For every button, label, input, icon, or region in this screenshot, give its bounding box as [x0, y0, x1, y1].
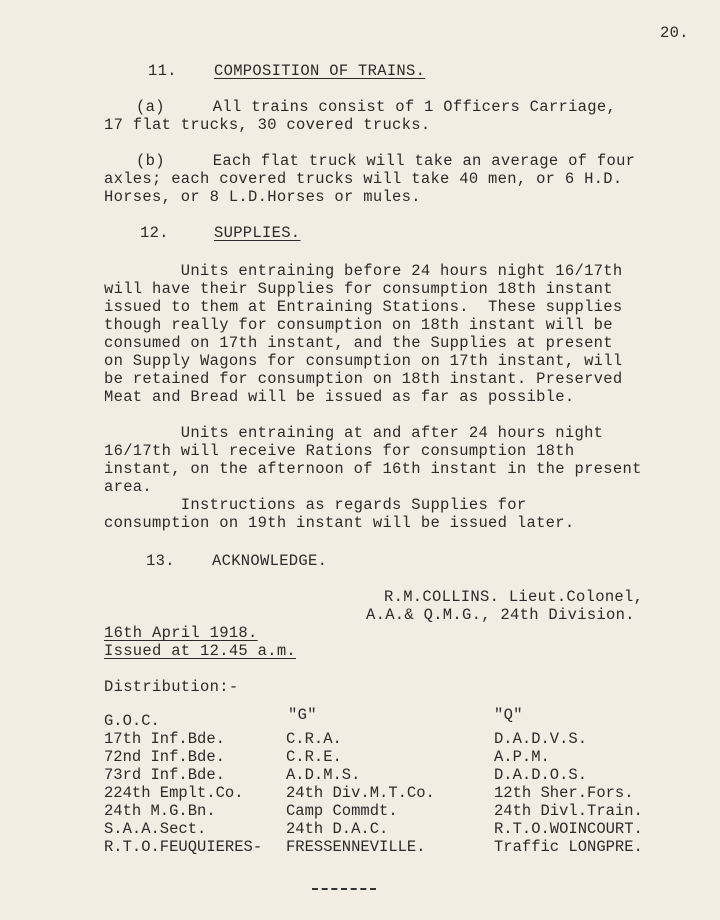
sec12-p1-line: on Supply Wagons for consumption on 17th instant, will: [104, 352, 623, 370]
sec12-p3-line: consumption on 19th instant will be issued later.: [104, 514, 575, 532]
sec11-a-line1: (a) All trains consist of 1 Officers Carriage,: [136, 98, 617, 116]
distribution-entry: G.O.C.: [104, 712, 160, 730]
sec12-p1-line: issued to them at Entraining Stations. These supplies: [104, 298, 623, 316]
distribution-entry: R.T.O.WOINCOURT.: [494, 820, 643, 838]
sec11-b-line3: Horses, or 8 L.D.Horses or mules.: [104, 188, 421, 206]
date-line: 16th April 1918.: [104, 624, 258, 642]
distribution-entry: D.A.D.V.S.: [494, 730, 588, 748]
section-12-heading: SUPPLIES.: [214, 224, 301, 242]
distribution-entry: C.R.A.: [286, 730, 342, 748]
sec12-p1-line: consumed on 17th instant, and the Supplies at present: [104, 334, 613, 352]
sec12-p2-line: 16/17th will receive Rations for consumption 18th: [104, 442, 575, 460]
distribution-entry: Traffic LONGPRE.: [494, 838, 643, 856]
distribution-g-header: "G": [288, 706, 317, 724]
section-13-number: 13.: [146, 552, 175, 570]
distribution-entry: R.T.O.FEUQUIERES-: [104, 838, 263, 856]
sec12-p2-line: Units entraining at and after 24 hours night: [104, 424, 604, 442]
distribution-entry: 12th Sher.Fors.: [494, 784, 634, 802]
distribution-entry: 72nd Inf.Bde.: [104, 748, 225, 766]
distribution-entry: D.A.D.O.S.: [494, 766, 588, 784]
distribution-q-header: "Q": [494, 706, 523, 724]
distribution-entry: A.D.M.S.: [286, 766, 361, 784]
page-number: 20.: [660, 24, 689, 42]
distribution-entry: Camp Commdt.: [286, 802, 398, 820]
distribution-entry: S.A.A.Sect.: [104, 820, 207, 838]
distribution-entry: 17th Inf.Bde.: [104, 730, 225, 748]
section-11-number: 11.: [148, 62, 177, 80]
sec12-p2-line: instant, on the afternoon of 16th instant in the present: [104, 460, 642, 478]
distribution-entry: A.P.M.: [494, 748, 550, 766]
signature-line2: A.A.& Q.M.G., 24th Division.: [366, 606, 635, 624]
sec12-p1-line: will have their Supplies for consumption 18th instant: [104, 280, 613, 298]
distribution-entry: 24th M.G.Bn.: [104, 802, 216, 820]
section-13-text: ACKNOWLEDGE.: [212, 552, 328, 570]
sec12-p1-line: be retained for consumption on 18th instant. Preserved: [104, 370, 623, 388]
distribution-column-1: [104, 712, 262, 856]
sec12-p1-line: though really for consumption on 18th instant will be: [104, 316, 613, 334]
sec12-p3-line: Instructions as regards Supplies for: [104, 496, 527, 514]
distribution-entry: FRESSENNEVILLE.: [286, 838, 426, 856]
distribution-entry: 73rd Inf.Bde.: [104, 766, 225, 784]
section-11-heading: COMPOSITION OF TRAINS.: [214, 62, 426, 80]
distribution-entry: 24th Divl.Train.: [494, 802, 643, 820]
distribution-column-q: [494, 730, 643, 856]
distribution-entry: C.R.E.: [286, 748, 342, 766]
signature-line1: R.M.COLLINS. Lieut.Colonel,: [384, 588, 644, 606]
sec11-a-line2: 17 flat trucks, 30 covered trucks.: [104, 116, 431, 134]
distribution-column-g: [286, 730, 435, 856]
issued-line: Issued at 12.45 a.m.: [104, 642, 297, 660]
distribution-label: Distribution:-: [104, 678, 239, 696]
sec12-p1-line: Meat and Bread will be issued as far as possible.: [104, 388, 575, 406]
sec11-b-line1: (b) Each flat truck will take an average of four: [136, 152, 636, 170]
distribution-entry: 24th Div.M.T.Co.: [286, 784, 435, 802]
section-12-number: 12.: [140, 224, 169, 242]
distribution-entry: 24th D.A.C.: [286, 820, 389, 838]
sec12-p2-line: area.: [104, 478, 153, 496]
sec11-b-line2: axles; each covered trucks will take 40 men, or 6 H.D.: [104, 170, 623, 188]
closing-separator: [312, 888, 376, 890]
distribution-entry: 224th Emplt.Co.: [104, 784, 244, 802]
sec12-p1-line: Units entraining before 24 hours night 16/17th: [104, 262, 623, 280]
